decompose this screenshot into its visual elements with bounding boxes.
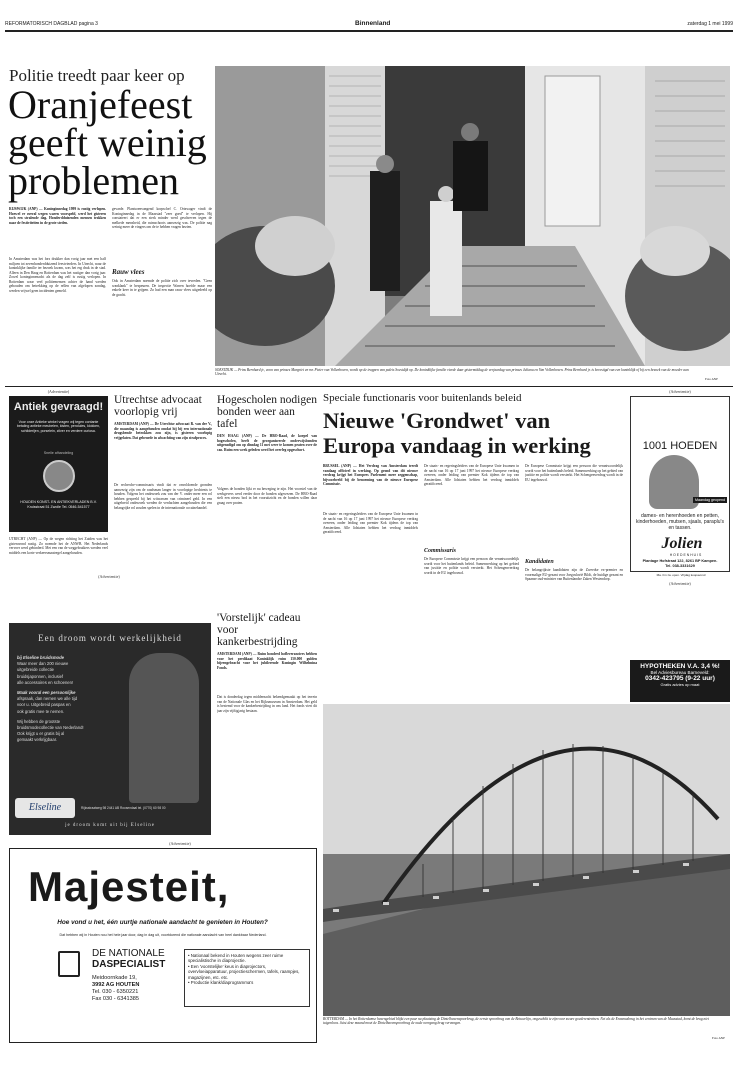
hoeden-tel: Tel. 038-3331629	[665, 564, 695, 568]
bruidsmode-line: ook gratis mee te nemen.	[17, 708, 65, 714]
hypotheken-ad-label: (Advertentie)	[669, 581, 691, 586]
hbo-body: Volgens de bonden lijkt er nu beweging te zijn. Het voorstel van de werkgevers werd eerder door de bonden afgewezen. De HBO-Raad stelt een nieuw bod in het vooruitzicht en de bonden willen daar graag over praten.	[217, 487, 317, 505]
hoeden-ad	[630, 396, 730, 572]
majesteit-address-line: Meidoornkade 19,	[92, 975, 137, 981]
hbo-lead: DEN HAAG (ANP) — De HBO-Raad, de koepel van hogescholen, heeft de georganiseerde onderwijsbonden uitgenodigd om op dinsdag 11 mei weer te komen praten over de cao. Ruim een week geleden werd het overleg opgeschort.	[217, 434, 317, 452]
bruidsmode-line: Wij hebben de grootste	[17, 718, 61, 724]
antiek-ad	[9, 396, 108, 532]
bruidsmode-brand: Elseline	[28, 802, 62, 813]
majesteit-bullet: • Nationaal bekend in Houten wegens zeer ruime specialistische in diaprojectie.	[188, 953, 284, 964]
lead-body-1: In Amsterdam was het fors drukker dan vorig jaar met een half miljoen tot zevenhonderdduizend feestvierders. In Utrecht, waar de koninklijke familie ter bezoek kwam, was het erg druk in de stad. Alleen in Den Haag en Rotterdam was het rustiger dan vorig jaar. Zowel koninginnenacht als de dag zelf is rustig verlopen. In Rotterdam waar veel politiemensen achter de hand werden gehouden om betrekking op de rellen van afgelopen zondag, werden vrijwel geen incidenten gemeld.	[9, 257, 106, 293]
eu-subhead-1: Commissaris	[424, 548, 457, 554]
bruidsmode-line: Ook krijgt u er gratis bij al	[17, 731, 65, 737]
majesteit-subtitle: Hoe vond u het, één uurtje nationale aandacht te genieten in Houten?	[57, 919, 268, 926]
majesteit-bullet-text: Productie klank/diaprogramma's	[190, 980, 254, 986]
majesteit-ad	[9, 848, 317, 1043]
majesteit-bullet: • Productie klank/diaprogramma's	[188, 980, 254, 986]
bruidsmode-ad-logo	[15, 798, 75, 818]
bruidsmode-ad-title: Een droom wordt werkelijkheid	[38, 633, 182, 643]
hoeden-title: 1001 HOEDEN	[642, 440, 718, 452]
masthead-date: zaterdag 1 mei 1999	[687, 21, 733, 27]
bruidsmode-line: Maak vooral een persoonlijke	[17, 690, 76, 696]
majesteit-bullet-text: Een 'voorstelijke' keus in diaprojectors, overvloeiapparatuur, projectieschermen, tafels, raampjes, magazijnen, etc. etc.	[188, 963, 300, 980]
bruidsmode-line: afspraak, dan nemen we alle tijd	[17, 696, 78, 702]
bruidsmode-line: bruidsmodecollectie van Nederland!	[17, 725, 84, 731]
majesteit-address-line: Tel. 030 - 6350221	[92, 989, 139, 995]
hypotheken-ad	[630, 660, 730, 702]
majesteit-bullet-text: Nationaal bekend in Houten wegens zeer ruime specialistische in diaprojectie.	[188, 953, 284, 964]
bruidsmode-line: gemaakt verkrijgbaar.	[17, 737, 58, 743]
soestdijk-credit: Foto ANP	[705, 377, 718, 381]
eu-body-1: De staats- en regeringsleiders van de Europese Unie kwamen in de nacht van 16 op 17 juni 1997 het nieuwe Europese verdrag overeen, onder leiding van premier Kok tijdens de top van Amsterdam. Alle lidstaten hebben het verdrag inmiddels geratificeerd.	[323, 512, 418, 534]
antiek-ad-note: Snelle afhandeling	[43, 451, 74, 455]
bruidsmode-ad-dress	[129, 653, 199, 803]
hoeden-brand: Jolien	[661, 535, 703, 552]
majesteit-title: Majesteit,	[28, 863, 230, 910]
masthead-rule	[5, 30, 733, 32]
soestdijk-photo	[215, 66, 730, 366]
bruidsmode-line: alle accessoires en schoenen!	[17, 679, 74, 685]
masthead-left: REFORMATORISCH DAGBLAD pagina 3	[5, 21, 98, 27]
majesteit-bullets-box	[184, 949, 310, 1007]
antiek-ad-title: Antiek gevraagd!	[13, 401, 104, 413]
majesteit-address-line: 3992 AG HOUTEN	[92, 982, 140, 988]
hoeden-address: Plantage Hofstraat 122, 8261 BP Kampen.	[642, 559, 718, 563]
lead-subhead: Rauw vlees	[112, 268, 145, 276]
hoeden-hours: Ma. t/m za. open. Vrijdag koopavond	[656, 573, 706, 577]
majesteit-bullet: • Een 'voorstelijke' keus in diaprojectors, overvloeiapparatuur, projectieschermen, tafels, raampjes, magazijnen, etc. etc.	[188, 963, 300, 980]
bruidsmode-line: Waar meer dan 200 nieuwe	[17, 661, 69, 667]
lead-headline: Oranjefeest geeft weinig problemen	[8, 82, 207, 203]
bruidsmode-line: bij Elseline bruidsmode	[17, 655, 65, 660]
bruidsmode-line: uitgebreide collectie	[17, 667, 55, 673]
section-rule	[5, 386, 733, 387]
eu-kicker: Speciale functionaris voor buitenlands beleid	[323, 392, 522, 404]
antiek-ad-text: Voor onze Antieke winkel vragen wij tegen contante betaling antieke meubelen, kisten, pendules, klokken, schilderijen, porselein, zilver en verdere curiosa.	[17, 420, 100, 433]
hoeden-text: dames- en herenhoeden en petten, kinderhoeden, mutsen, sjaals, paraplu's en tassen.	[636, 513, 724, 531]
majesteit-ad-label: (Advertentie)	[169, 841, 191, 846]
hoeden-ad-label: (Advertentie)	[669, 389, 691, 394]
rotterdam-photo	[323, 704, 730, 1016]
eu-subhead-2: Kandidaten	[525, 559, 554, 565]
utrecht-body: De recherche-commissaris vindt dat er onvoldoende gronden aanwezig zijn om de raadsman langer in voorlopige hechtenis te houden. Volgens het onderzoek zou van der V. onder meer een rol hebben gespeeld bij het witwassen van crimineel geld. In een uitgebreid onderzoek werden de verdachten aangehouden die een belangrijke rol zouden spelen in de internationale cocaïnehandel.	[114, 483, 212, 510]
rotterdam-photo-art	[323, 704, 730, 1016]
hypotheken-note: Gratis advies op maat	[660, 682, 700, 687]
hypotheken-title: HYPOTHEKEN V.A. 3,4 %!	[640, 663, 720, 670]
antiek-ad-label: (Advertentie)	[47, 389, 70, 394]
bruidsmode-line: voor u. Uitgebreid paspas en	[17, 702, 71, 708]
eu-body-2: De Europese Commissie krijgt een persoon die verantwoordelijk wordt voor het buitenlands beleid. Samenwerking op het gebied van justitie en politie wordt versterkt. Het Schengenverdrag wordt in de EU ingebouwd.	[424, 557, 519, 575]
lead-kicker: Politie treedt paar keer op	[9, 66, 185, 85]
hypotheken-line: Bel Adviesbureau Barneveld:	[650, 670, 710, 675]
majesteit-address	[92, 975, 182, 1003]
hbo-headline: Hogescholen nodigen bonden weer aan tafel	[217, 394, 317, 430]
eu-body-1b: De staats- en regeringsleiders van de Europese Unie kwamen in de nacht van 16 op 17 juni 1997 het nieuwe Europese verdrag overeen, onder leiding van premier Kok tijdens de top van Amsterdam. Alle lidstaten hebben het verdrag inmiddels geratificeerd.	[424, 464, 519, 486]
bruidsmode-line: bruidsjaponnen, inclusief	[17, 673, 64, 679]
hoeden-portrait	[649, 455, 699, 509]
masthead	[5, 20, 733, 30]
eu-headline: Nieuwe 'Grondwet' van Europa vandaag in werking	[323, 408, 591, 458]
vorstelijk-body: Dat is donderdag tegen middernacht bekendgemaakt op het terrein van de Nationale Glas en het Rijksmuseum in Amsterdam. Het geld is bestemd voor de kankerbestrijding in ons land. Het fonds viert dit jaar zijn vijftigjarig bestaan.	[217, 695, 317, 713]
hoeden-badge: Maandag geopend	[693, 497, 727, 503]
masthead-section: Binnenland	[355, 20, 391, 27]
rotterdam-credit: Foto ANP	[712, 1036, 725, 1040]
hoeden-brand-sub: HOEDENHUIS	[669, 553, 703, 557]
bruidsmode-slogan: je droom komt uit bij Elseline	[65, 823, 155, 828]
vorstelijk-lead: AMSTERDAM (ANP) — Ruim honderd hofleveranciers hebben voor het predikaat Koninklijk ruim 150.000 gulden bijeengebracht voor het jubilerende Koningin Wilhelmina Fonds.	[217, 652, 317, 670]
eu-body-3: De belangrijkste kandidaten zijn de Zweedse ex-premier en voormalige EU-gezant voor Joegoslavië Bildt, de huidige gezant en Spaanse oud-minister van Buitenlandse Zaken Westendorp.	[525, 568, 623, 581]
hypotheken-phone: 0342-423795 (9-22 uur)	[645, 675, 715, 682]
majesteit-logo-icon	[58, 951, 80, 977]
majesteit-company	[92, 948, 182, 970]
bruidsmode-address: Rijksstraatweg 98 2441 AB Roosendaal tel. (0770) 60 98 00	[81, 806, 166, 810]
antiek-ad-emblem	[43, 460, 75, 492]
soestdijk-photo-art	[215, 66, 730, 366]
vorstelijk-headline: 'Vorstelijk' cadeau voor kankerbestrijding	[217, 612, 301, 648]
rotterdam-caption: ROTTERDAM — In het Rotterdamse havengebied blijkt een paar na plaatsing de Dintelhavenspoorbrug, de eerste spoorbrug van de Betuwelijn, ongeschikt te zijn voor zware goederentreinen. Net als de Erasmusbrug in het centrum van de Maasstad, komt de brug niet tuigenloos. Juist deze maand moet de Dintelhavenspoorbrug de oude overgang brug vervangen.	[323, 1017, 709, 1026]
majesteit-company-line1: DE NATIONALE	[92, 948, 165, 959]
utrecht-short: UTRECHT (ANP) — Op de wegen richting het Zuiden was het gisteravond rustig. Zo noemde het de ANWB. Het Nederlands vervoer werd gehinderd. Met een van de weggebruikers werden veel middels een korte verkeersmaatregel aangehouden.	[9, 537, 108, 555]
majesteit-company-line2: DASPECIALIST	[92, 959, 166, 970]
eu-lead: BRUSSEL (ANP) — Het Verdrag van Amsterdam treedt vandaag officieel in werking. Op grond van dit nieuwe verdrag krijgt het Europees Parlement meer zeggenschap, bijvoorbeeld bij de benoeming van de nieuwe Europese Commissie.	[323, 464, 418, 486]
eu-body-2b: De Europese Commissie krijgt een persoon die verantwoordelijk wordt voor het buitenlands beleid. Samenwerking op het gebied van justitie en politie wordt versterkt. Het Schengenverdrag wordt in de EU ingebouwd.	[525, 464, 623, 482]
utrecht-lead: AMSTERDAM (ANP) — De Utrechtse advocaat R. van der V., die maandag is aangehouden omdat hij bij een internationale drugsbende betrokken zou zijn, is gisteren voorlopig vrijgelaten. Dat gebeurde in afwachting van zijn strafproces.	[114, 422, 212, 440]
utrecht-headline: Utrechtse advocaat voorlopig vrij	[114, 394, 202, 418]
lead-body-2: gevarde. Plantsoenvangend korpschef C. Ortzwager vindt de Koninginnedag in de Maasstad "zeer goed" te verlopen. Hij constateert dat er een sterk minder werd geschreven tegen de melkede mensheid, die ruimschoots aanwezig was. De politie nag weinig meer de vingers om de te hebben vragen bezien.	[112, 207, 212, 229]
bruidsmode-ad	[9, 623, 211, 835]
lead-intro: RIJSWIJK (ANP) — Koninginnedag 1999 is rustig verlopen. Hoewel er overal wegen waren voorspeld, werd het gisteren toch een stralende dag. Honderdduizenden mensen trokken naar de festiviteiten in de grote steden.	[9, 207, 106, 225]
bruids-ad-label: (Advertentie)	[98, 574, 120, 579]
antiek-ad-footer: HOUDEN KONST- EN ANTIEKVERLADEN B.V. Kruisstraat 51 Zwolle Tel. 0546-541577	[20, 500, 97, 509]
majesteit-line: Dat hebben wij in Houten nou het hele jaar door, dag in dag uit, voortdurend die nationale aandacht van heel dankbaar Nederland.	[59, 933, 267, 937]
soestdijk-caption: SOESTDIJK — Prins Bernhard jr., zoon van prinses Margriet en mr. Pieter van Vollenhoven, wordt op de trappen van paleis Soestdijk op. De koninklijke familie vierde daar gistermiddag de verjaardag van prinses Juliana en Van Vollenhoven. Prins Bernhard jr. is bevestigd van een koninklijk of bij een bezoek van de moeder aan Utrecht.	[215, 368, 689, 377]
bruidsmode-ad-lines	[17, 655, 137, 744]
majesteit-address-line: Fax 030 - 6341385	[92, 996, 139, 1002]
lead-body-3: Ook in Amsterdam noemde de politie zich over tevreden. "Geen wanklank" te bespeuren. De inspectie Warren hoefde maar een enkele keer in te grijpen. Zo had een man rauw vlees uitgedeeld op de gracht.	[112, 279, 212, 297]
